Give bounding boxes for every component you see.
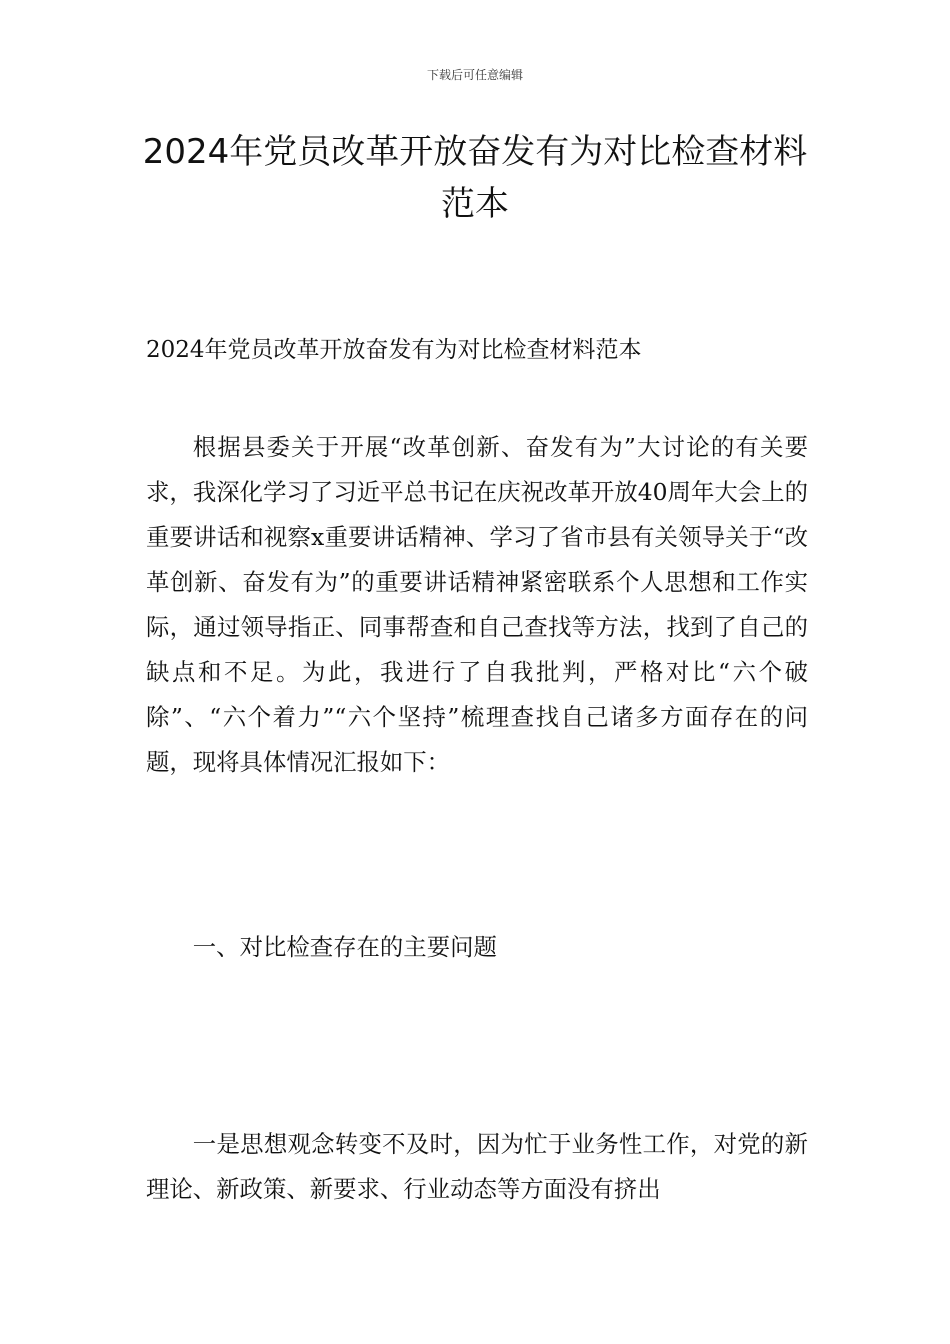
section-heading: 一、对比检查存在的主要问题 bbox=[192, 933, 497, 961]
header-note: 下载后可任意编辑 bbox=[426, 68, 523, 82]
body-paragraph: 一是思想观念转变不及时，因为忙于业务性工作，对党的新理论、新政策、新要求、行业动态等方面没有挤出 bbox=[146, 1130, 808, 1203]
document-title: 2024年党员改革开放奋发有为对比检查材料范本 bbox=[142, 132, 808, 224]
document-subtitle: 2024年党员改革开放奋发有为对比检查材料范本 bbox=[146, 337, 642, 363]
intro-paragraph: 根据县委关于开展“改革创新、奋发有为”大讨论的有关要求，我深化学习了习近平总书记在庆祝改革开放40周年大会上的重要讲话和视察x重要讲话精神、学习了省市县有关领导关于“改革创新、奋发有为”的重要讲话精神紧密联系个人思想和工作实际，通过领导指正、同事帮查和自己查找等方法，找到了自己的缺点和不足。为此，我进行了自我批判，严格对比“六个破除”、“六个着力”“六个坚持”梳理查找自己诸多方面存在的问题，现将具体情况汇报如下： bbox=[146, 433, 808, 776]
